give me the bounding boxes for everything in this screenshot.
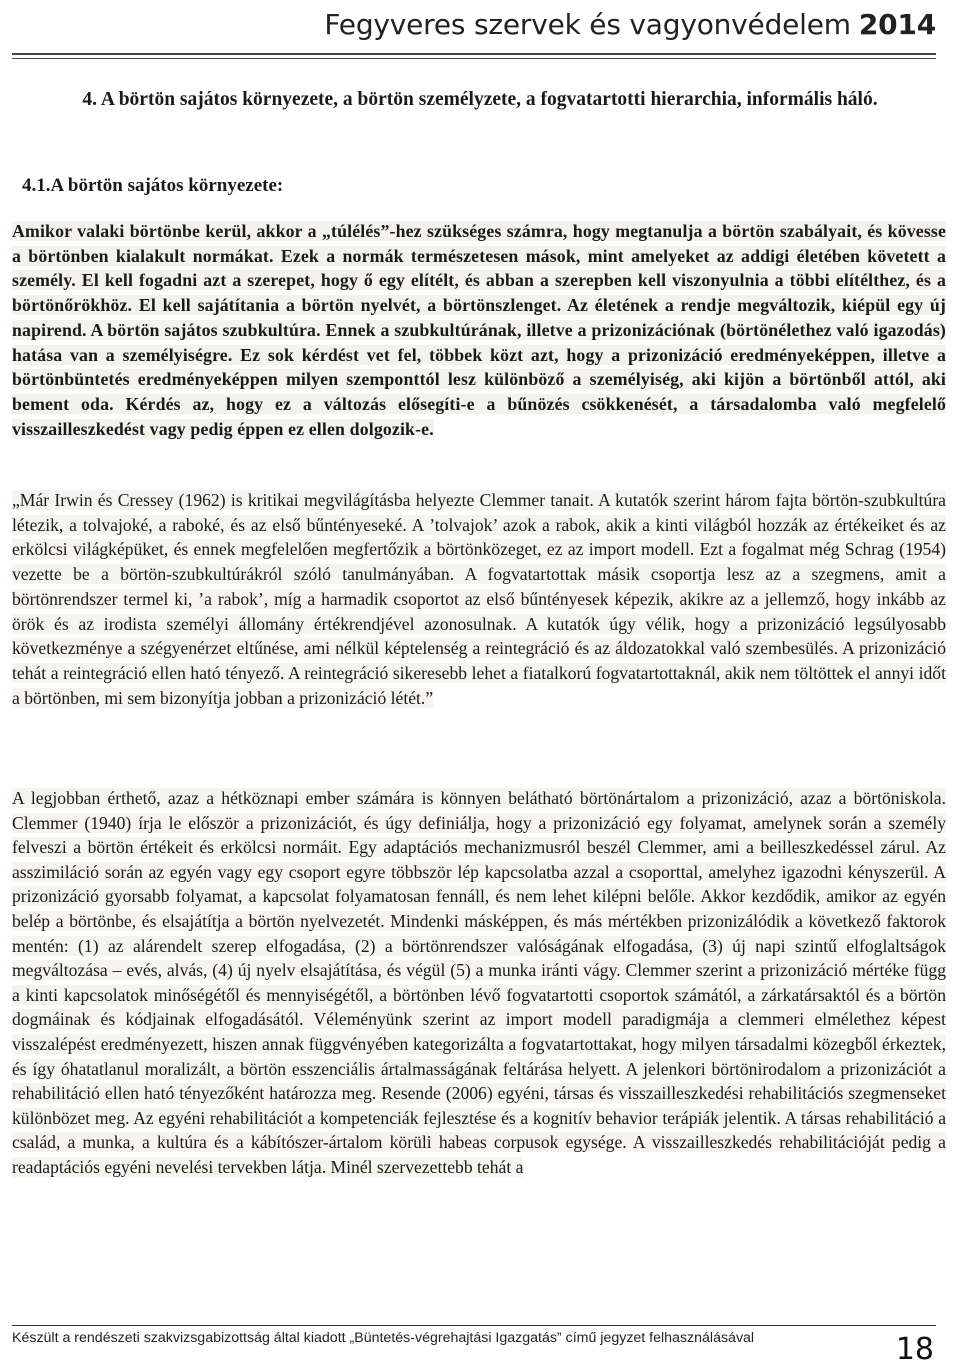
paragraph-prisonization	[12, 786, 946, 1180]
section-title: 4. A börtön sajátos környezete, a börtön személyzete, a fogvatartotti hierarchia, informális háló.	[82, 89, 878, 110]
paragraph-intro-text: Amikor valaki börtönbe kerül, akkor a „túlélés”-hez szükséges számra, hogy megtanulja a börtön szabályait, és kövesse a börtönben kialakult normákat. Ezek a normák természetesen mások, mint amelyeket az addigi életében követett a személy. El kell fogadni azt a szerepet, hogy ő egy elítélt, és abban a szerepben kell viszonyulnia a többi elítélthez, és a börtönőrökhöz. El kell sajátítania a börtön nyelvét, a börtönszlenget. Az életének a rendje megváltozik, kiépül egy új napirend. A börtön sajátos szubkultúra. Ennek a szubkultúrának, illetve a prizonizációnak (börtönélethez való igazodás) hatása van a személyiségre. Ez sok kérdést vet fel, többek közt azt, hogy a prizonizáció eredményeképpen, illetve a börtönbüntetés eredményeképpen milyen szemponttól lesz különböző a személyiség, aki kijön a börtönből attól, aki bement oda. Kérdés az, hogy ez a változás elősegíti-e a bűnözés csökkenését, a társadalomba való megfelelő visszailleszkedést vagy pedig éppen ez ellen dolgozik-e.	[12, 221, 946, 439]
header-divider	[12, 53, 936, 55]
footer-note: Készült a rendészeti szakvizsgabizottság által kiadott „Büntetés-végrehajtási Igazgatás” című jegyzet felhasználásával	[12, 1330, 755, 1346]
running-header	[324, 8, 936, 41]
paragraph-quote-text: „Már Irwin és Cressey (1962) is kritikai megvilágításba helyezte Clemmer tanait. A kutatók szerint három fajta börtön-szubkultúra létezik, a tolvajoké, a raboké, és az első bűntényeseké. A ’tolvajok’ azok a rabok, akik a kinti világból hozzák az értékeiket és az erkölcsi világképüket, és ennek megfelelően megfertőzik a börtönközeget, ez az import modell. Ezt a fogalmat még Schrag (1954) vezette be a börtön-szubkultúrákról szóló tanulmányában. A fogvatartottak másik csoportja lesz az a szegmens, amit a börtönrendszer termel ki, ’a rabok’, míg a harmadik csoportot az első bűntényesek képezik, akikre az a jellemző, hogy inkább az örök és az irodista személyi állomány értékrendjével azonosulnak. A kutatók úgy vélik, hogy a prizonizáció legsúlyosabb következménye a szégyenérzet eltűnése, ami nélkül képtelenség a reintegráció és az áldozatokkal való szembesülés. A prizonizáció tehát a reintegráció ellen ható tényező. A reintegráció sikeresebb lehet a fiatalkorú fogvatartottaknál, akik nem töltöttek el annyi időt a börtönben, mi sem bizonyítja jobban a prizonizáció létét.”	[12, 490, 946, 708]
footer-divider	[12, 1325, 936, 1326]
paragraph-intro	[12, 219, 946, 441]
page-number: 18	[895, 1332, 934, 1367]
paragraph-prisonization-text: A legjobban érthető, azaz a hétköznapi ember számára is könnyen belátható börtönártalom a prizonizáció, azaz a börtöniskola. Clemmer (1940) írja le először a prizonizációt, és úgy definiálja, hogy a prizonizáció egy folyamat, amelynek során a személy felveszi a börtön értékeit és erkölcsi normáit. Egy adaptációs mechanizmusról beszél Clemmer, ami a beilleszkedéssel zárul. Az asszimiláció során az egyén vagy egy csoport egyre többször lép kapcsolatba azzal a csoporttal, amelyhez igazodni kényszerül. A prizonizáció gyorsabb folyamat, a kapcsolat folyamatosan fennáll, és nem lehet kilépni belőle. Akkor kezdődik, amikor az egyén belép a börtönbe, és elsajátítja a börtön nyelvezetét. Mindenki másképpen, és más mértékben prizonizálódik a következő faktorok mentén: (1) az alárendelt szerep elfogadása, (2) a börtönrendszer valóságának elfogadása, (3) új napi szintű elfoglaltságok megváltozása – evés, alvás, (4) új nyelv elsajátítása, és végül (5) a munka iránti vágy. Clemmer szerint a prizonizáció mértéke függ a kinti kapcsolatok minőségétől és mennyiségétől, a börtönben lévő fogvatartotti csoportok számától, a zárkatársaktól és a börtön dogmáinak és kódjainak elfogadásától. Véleményünk szerint az import modell paradigmája a clemmeri elmélethez képest visszalépést eredményezett, hiszen annak függvényében kategorizálta a fogvatartottakat, hogy milyen társadalmi közegből érkeztek, és így óhatatlanul moralizált, a börtön esszenciális ártalmasságának feltárása helyett. A jelenkori börtönirodalom a prizonizációt a rehabilitáció ellen ható tényezőként határozza meg. Resende (2006) egyéni, társas és visszailleszkedési rehabilitációs szegmenseket különbözet meg. Az egyéni rehabilitációt a kompetenciák fejlesztése és a kognitív behavior terápiák jelentik. A társas rehabilitáció a család, a munka, a kultúra és a kábítószer-ártalom körüli habeas corpusok egysége. A visszailleszkedés rehabilitációját pedig a readaptációs egyéni nevelési tervekben látja. Minél szervezettebb tehát a	[12, 788, 946, 1177]
header-title: Fegyveres szervek és vagyonvédelem	[324, 8, 851, 41]
paragraph-quote	[12, 488, 946, 710]
subsection-title: 4.1.A börtön sajátos környezete:	[22, 175, 284, 196]
header-year: 2014	[858, 8, 936, 41]
